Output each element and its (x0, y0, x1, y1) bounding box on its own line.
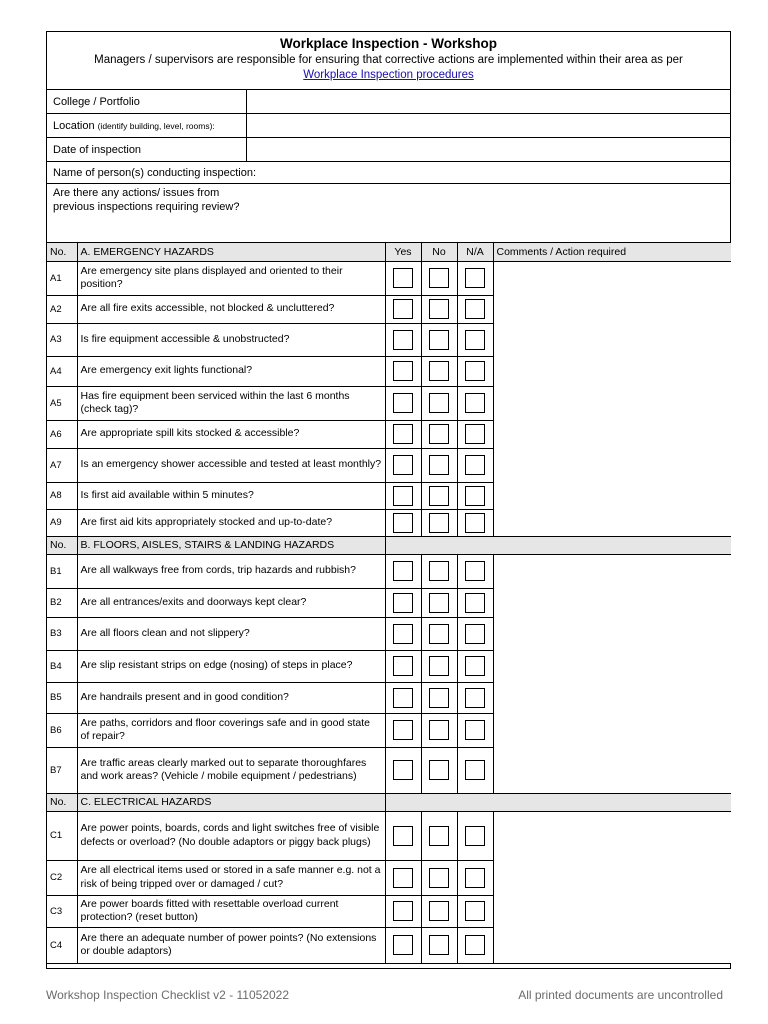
item-number: B4 (47, 650, 77, 682)
na-cell (457, 895, 493, 927)
na-cell (457, 860, 493, 895)
na-cell (457, 650, 493, 682)
item-number: B1 (47, 554, 77, 588)
previous-actions-field[interactable] (47, 184, 730, 243)
item-question: Are all fire exits accessible, not blocked & uncluttered? (77, 295, 385, 323)
na-checkbox[interactable] (465, 826, 485, 846)
date-row (47, 138, 730, 162)
na-checkbox[interactable] (465, 513, 485, 533)
college-label (47, 90, 247, 113)
yes-cell (385, 811, 421, 860)
na-cell (457, 811, 493, 860)
na-cell (457, 295, 493, 323)
no-checkbox[interactable] (429, 656, 449, 676)
yes-checkbox[interactable] (393, 656, 413, 676)
item-question: Is fire equipment accessible & unobstructed? (77, 323, 385, 356)
item-question: Are there an adequate number of power points? (No extensions or double adaptors) (77, 927, 385, 963)
na-cell (457, 323, 493, 356)
college-label-text: College / Portfolio (53, 95, 140, 108)
yes-cell (385, 420, 421, 448)
yes-checkbox[interactable] (393, 561, 413, 581)
section-header-row (47, 793, 731, 811)
na-checkbox[interactable] (465, 393, 485, 413)
yes-cell (385, 356, 421, 386)
na-cell (457, 261, 493, 295)
section-title: B. FLOORS, AISLES, STAIRS & LANDING HAZARDS (77, 536, 385, 554)
yes-cell (385, 927, 421, 963)
na-checkbox[interactable] (465, 455, 485, 475)
yes-checkbox[interactable] (393, 299, 413, 319)
yes-checkbox[interactable] (393, 868, 413, 888)
form-header (47, 32, 730, 90)
item-question: Are paths, corridors and floor coverings safe and in good state of repair? (77, 713, 385, 747)
na-checkbox[interactable] (465, 486, 485, 506)
college-row (47, 90, 730, 114)
no-cell (421, 747, 457, 793)
yes-cell (385, 747, 421, 793)
no-cell (421, 295, 457, 323)
yes-checkbox[interactable] (393, 688, 413, 708)
no-checkbox[interactable] (429, 424, 449, 444)
yes-cell (385, 323, 421, 356)
item-question: Are all walkways free from cords, trip hazards and rubbish? (77, 554, 385, 588)
comments-field[interactable] (493, 261, 731, 536)
na-cell (457, 588, 493, 617)
procedures-link[interactable]: Workplace Inspection procedures (303, 69, 474, 81)
location-label-text: Location (53, 119, 95, 132)
na-checkbox[interactable] (465, 424, 485, 444)
no-cell (421, 323, 457, 356)
na-checkbox[interactable] (465, 720, 485, 740)
college-field[interactable] (247, 90, 730, 113)
no-cell (421, 386, 457, 420)
na-column-header: N/A (457, 243, 493, 261)
yes-checkbox[interactable] (393, 513, 413, 533)
section-no-header: No. (47, 243, 77, 261)
section-no-header: No. (47, 793, 77, 811)
checklist-row (47, 554, 731, 588)
yes-checkbox[interactable] (393, 720, 413, 740)
item-question: Are emergency exit lights functional? (77, 356, 385, 386)
yes-checkbox[interactable] (393, 424, 413, 444)
na-cell (457, 617, 493, 650)
yes-cell (385, 713, 421, 747)
item-number: C4 (47, 927, 77, 963)
item-question: Are traffic areas clearly marked out to separate thoroughfares and work areas? (Vehicle / mobile equipment / pedestrians) (77, 747, 385, 793)
location-label (47, 114, 247, 137)
na-checkbox[interactable] (465, 935, 485, 955)
yes-cell (385, 509, 421, 536)
no-checkbox[interactable] (429, 868, 449, 888)
yes-checkbox[interactable] (393, 393, 413, 413)
item-number: B6 (47, 713, 77, 747)
location-row (47, 114, 730, 138)
na-cell (457, 386, 493, 420)
footer-version: Workshop Inspection Checklist v2 - 11052022 (46, 988, 290, 1002)
yes-cell (385, 295, 421, 323)
no-cell (421, 554, 457, 588)
location-field[interactable] (247, 114, 730, 137)
yes-checkbox[interactable] (393, 268, 413, 288)
no-checkbox[interactable] (429, 330, 449, 350)
na-checkbox[interactable] (465, 268, 485, 288)
yes-cell (385, 261, 421, 295)
inspection-form (46, 31, 731, 969)
item-question: Is first aid available within 5 minutes? (77, 482, 385, 509)
item-number: C2 (47, 860, 77, 895)
yes-cell (385, 650, 421, 682)
item-question: Has fire equipment been serviced within the last 6 months (check tag)? (77, 386, 385, 420)
na-checkbox[interactable] (465, 299, 485, 319)
item-question: Are appropriate spill kits stocked & accessible? (77, 420, 385, 448)
yes-checkbox[interactable] (393, 593, 413, 613)
na-checkbox[interactable] (465, 624, 485, 644)
checklist-row (47, 261, 731, 295)
section-header-row (47, 243, 731, 261)
no-checkbox[interactable] (429, 935, 449, 955)
item-question: Are handrails present and in good condition? (77, 682, 385, 713)
form-title: Workplace Inspection - Workshop (279, 36, 498, 51)
no-cell (421, 261, 457, 295)
section-header-spacer (385, 793, 731, 811)
no-cell (421, 927, 457, 963)
no-cell (421, 860, 457, 895)
na-cell (457, 420, 493, 448)
na-cell (457, 554, 493, 588)
item-number: A2 (47, 295, 77, 323)
no-cell (421, 650, 457, 682)
item-number: A4 (47, 356, 77, 386)
yes-cell (385, 617, 421, 650)
na-checkbox[interactable] (465, 361, 485, 381)
item-question: Are power boards fitted with resettable overload current protection? (reset button) (77, 895, 385, 927)
no-cell (421, 420, 457, 448)
no-checkbox[interactable] (429, 901, 449, 921)
item-question: Are first aid kits appropriately stocked and up-to-date? (77, 509, 385, 536)
no-cell (421, 356, 457, 386)
yes-cell (385, 448, 421, 482)
section-header-spacer (385, 536, 731, 554)
item-number: A5 (47, 386, 77, 420)
no-checkbox[interactable] (429, 393, 449, 413)
na-cell (457, 356, 493, 386)
yes-cell (385, 860, 421, 895)
no-cell (421, 588, 457, 617)
item-number: A9 (47, 509, 77, 536)
no-checkbox[interactable] (429, 513, 449, 533)
na-checkbox[interactable] (465, 593, 485, 613)
yes-checkbox[interactable] (393, 826, 413, 846)
na-checkbox[interactable] (465, 868, 485, 888)
no-cell (421, 811, 457, 860)
no-checkbox[interactable] (429, 486, 449, 506)
item-number: A6 (47, 420, 77, 448)
item-number: A3 (47, 323, 77, 356)
item-question: Are slip resistant strips on edge (nosing) of steps in place? (77, 650, 385, 682)
na-checkbox[interactable] (465, 901, 485, 921)
date-label (47, 138, 247, 161)
yes-cell (385, 588, 421, 617)
item-question: Are all floors clean and not slippery? (77, 617, 385, 650)
no-column-header: No (421, 243, 457, 261)
yes-checkbox[interactable] (393, 361, 413, 381)
comments-column-header: Comments / Action required (493, 243, 731, 261)
yes-cell (385, 682, 421, 713)
section-title: C. ELECTRICAL HAZARDS (77, 793, 385, 811)
comments-field[interactable] (493, 554, 731, 793)
yes-checkbox[interactable] (393, 624, 413, 644)
na-cell (457, 482, 493, 509)
comments-field[interactable] (493, 811, 731, 963)
checklist-table (47, 243, 731, 964)
checklist-row (47, 811, 731, 860)
na-checkbox[interactable] (465, 760, 485, 780)
no-checkbox[interactable] (429, 826, 449, 846)
no-cell (421, 682, 457, 713)
yes-cell (385, 554, 421, 588)
yes-cell (385, 895, 421, 927)
item-number: A1 (47, 261, 77, 295)
no-checkbox[interactable] (429, 561, 449, 581)
form-subtitle: Managers / supervisors are responsible for ensuring that corrective actions are implemented within their area as per (94, 54, 683, 66)
no-cell (421, 448, 457, 482)
yes-checkbox[interactable] (393, 901, 413, 921)
item-question: Are emergency site plans displayed and oriented to their position? (77, 261, 385, 295)
no-cell (421, 713, 457, 747)
item-number: C3 (47, 895, 77, 927)
footer-notice: All printed documents are uncontrolled (518, 988, 723, 1002)
yes-checkbox[interactable] (393, 935, 413, 955)
item-number: B5 (47, 682, 77, 713)
no-checkbox[interactable] (429, 299, 449, 319)
item-question: Are power points, boards, cords and light switches free of visible defects or overload? (No double adaptors or piggy back plugs) (77, 811, 385, 860)
no-checkbox[interactable] (429, 361, 449, 381)
yes-cell (385, 482, 421, 509)
date-field[interactable] (247, 138, 730, 161)
na-cell (457, 927, 493, 963)
no-cell (421, 482, 457, 509)
persons-label: Name of person(s) conducting inspection: (53, 166, 256, 179)
no-checkbox[interactable] (429, 624, 449, 644)
section-title: A. EMERGENCY HAZARDS (77, 243, 385, 261)
date-label-text: Date of inspection (53, 143, 142, 156)
item-question: Are all entrances/exits and doorways kept clear? (77, 588, 385, 617)
persons-field[interactable] (47, 162, 730, 184)
na-checkbox[interactable] (465, 330, 485, 350)
yes-checkbox[interactable] (393, 330, 413, 350)
no-cell (421, 509, 457, 536)
section-no-header: No. (47, 536, 77, 554)
yes-checkbox[interactable] (393, 760, 413, 780)
no-checkbox[interactable] (429, 688, 449, 708)
no-cell (421, 895, 457, 927)
item-number: B7 (47, 747, 77, 793)
item-number: A7 (47, 448, 77, 482)
item-number: A8 (47, 482, 77, 509)
location-hint: (identify building, level, rooms): (97, 120, 215, 131)
na-checkbox[interactable] (465, 656, 485, 676)
no-cell (421, 617, 457, 650)
no-checkbox[interactable] (429, 720, 449, 740)
yes-cell (385, 386, 421, 420)
section-header-row (47, 536, 731, 554)
yes-checkbox[interactable] (393, 455, 413, 475)
na-checkbox[interactable] (465, 561, 485, 581)
na-cell (457, 747, 493, 793)
na-cell (457, 682, 493, 713)
yes-checkbox[interactable] (393, 486, 413, 506)
na-cell (457, 713, 493, 747)
item-number: B2 (47, 588, 77, 617)
no-checkbox[interactable] (429, 593, 449, 613)
no-checkbox[interactable] (429, 268, 449, 288)
item-question: Are all electrical items used or stored in a safe manner e.g. not a risk of being tripped over or damaged / cut? (77, 860, 385, 895)
na-cell (457, 448, 493, 482)
item-number: B3 (47, 617, 77, 650)
item-number: C1 (47, 811, 77, 860)
na-checkbox[interactable] (465, 688, 485, 708)
na-cell (457, 509, 493, 536)
no-checkbox[interactable] (429, 760, 449, 780)
no-checkbox[interactable] (429, 455, 449, 475)
previous-actions-label: Are there any actions/ issues from previous inspections requiring review? (53, 187, 240, 213)
item-question: Is an emergency shower accessible and tested at least monthly? (77, 448, 385, 482)
yes-column-header: Yes (385, 243, 421, 261)
